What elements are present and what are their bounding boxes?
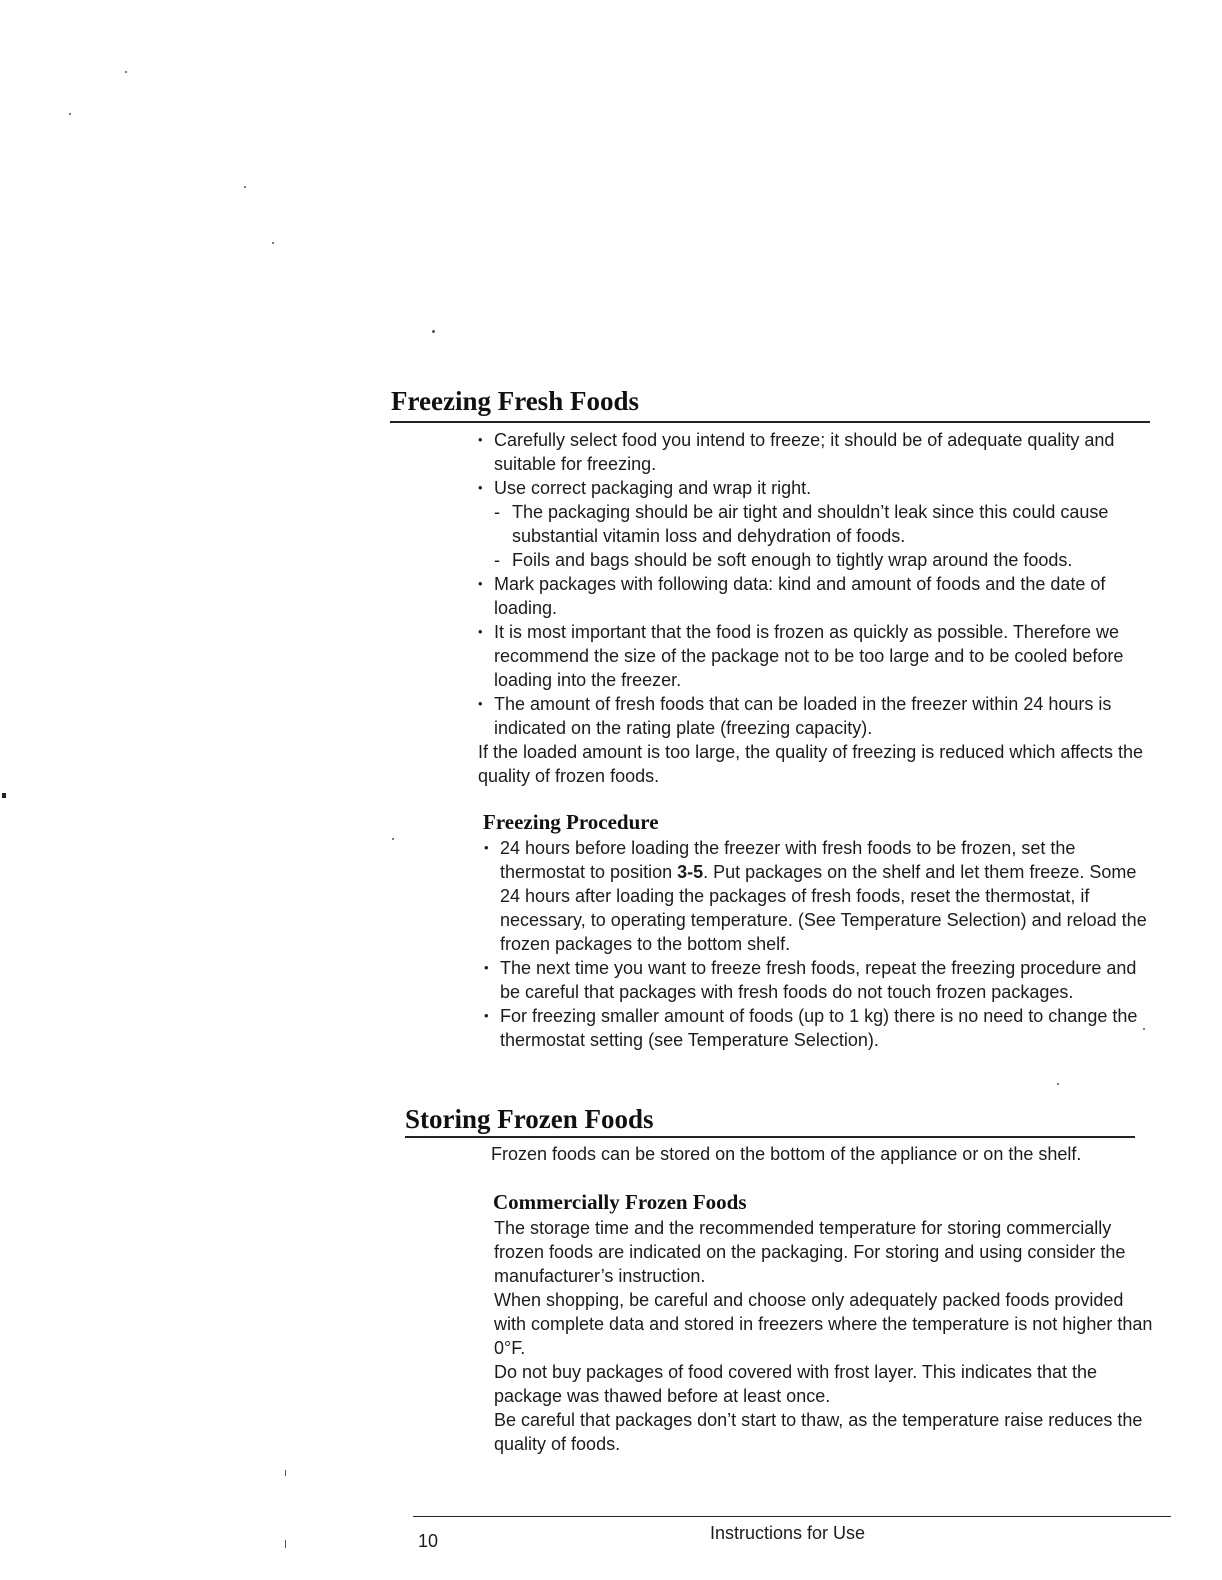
text: 24 hours before loading the freezer with fresh foods to be frozen, set the thermostat to position	[500, 838, 1076, 882]
text: . Put packages on the shelf and let them freeze. Some 24 hours after loading the packages of fresh foods, reset the thermostat, if necessary, to operating temperature. (See Temperature Selection) and reload the frozen packages to the bottom shelf.	[500, 862, 1147, 954]
commercially-frozen-text	[494, 1216, 1160, 1456]
scan-speck	[2, 793, 6, 798]
scan-speck	[125, 71, 127, 73]
section-divider	[390, 421, 1150, 423]
scan-speck	[1057, 1083, 1059, 1085]
section-title-freezing-fresh-foods: Freezing Fresh Foods	[391, 386, 639, 416]
scan-speck	[392, 838, 394, 840]
paragraph: Do not buy packages of food covered with frost layer. This indicates that the package was thawed before at least once.	[494, 1362, 1098, 1406]
scan-speck	[69, 113, 71, 115]
bullet-item: • Carefully select food you intend to freeze; it should be of adequate quality and suitable for freezing.	[478, 428, 1158, 476]
paragraph: If the loaded amount is too large, the quality of freezing is reduced which affects the quality of frozen foods.	[478, 742, 1144, 786]
bullet-item: • Mark packages with following data: kind and amount of foods and the date of loading.	[478, 572, 1158, 620]
footer-title: Instructions for Use	[710, 1523, 866, 1543]
freezing-fresh-foods-list	[478, 428, 1158, 788]
section-divider	[405, 1136, 1135, 1138]
scan-speck	[244, 186, 246, 188]
sub-item: - Foils and bags should be soft enough to tightly wrap around the foods.	[478, 548, 1158, 572]
sub-item: - The packaging should be air tight and shouldn’t leak since this could cause substantial vitamin loss and dehydration of foods.	[478, 500, 1158, 548]
paragraph: When shopping, be careful and choose only adequately packed foods provided with complete data and stored in freezers where the temperature is not higher than 0°F.	[494, 1290, 1153, 1358]
paragraph: The storage time and the recommended temperature for storing commercially frozen foods are indicated on the packaging. For storing and using consider the manufacturer’s instruction.	[494, 1218, 1126, 1286]
bullet-item: • It is most important that the food is frozen as quickly as possible. Therefore we recommend the size of the package not to be too large and to be cooled before loading into the freezer.	[478, 620, 1158, 692]
footer-divider	[413, 1516, 1171, 1517]
scan-speck	[432, 330, 435, 333]
bullet-item: • Use correct packaging and wrap it right.	[478, 476, 1158, 500]
bullet-item	[484, 836, 1160, 956]
bullet-item: • The amount of fresh foods that can be loaded in the freezer within 24 hours is indicated on the rating plate (freezing capacity).	[478, 692, 1158, 740]
section-title-storing-frozen-foods: Storing Frozen Foods	[405, 1104, 654, 1134]
freezing-procedure-list	[484, 836, 1160, 1052]
thermostat-position: 3-5	[677, 862, 704, 882]
subsection-title-freezing-procedure: Freezing Procedure	[483, 810, 659, 834]
scan-speck	[285, 1470, 286, 1476]
bullet-item: • For freezing smaller amount of foods (up to 1 kg) there is no need to change the thermostat setting (see Temperature Selection).	[484, 1004, 1160, 1052]
paragraph: Frozen foods can be stored on the bottom of the appliance or on the shelf.	[491, 1144, 1082, 1164]
storing-frozen-intro	[491, 1142, 1151, 1166]
bullet-item: • The next time you want to freeze fresh foods, repeat the freezing procedure and be careful that packages with fresh foods do not touch frozen packages.	[484, 956, 1160, 1004]
page-number: 10	[418, 1531, 439, 1551]
scan-speck	[272, 242, 274, 244]
subsection-title-commercially-frozen-foods: Commercially Frozen Foods	[493, 1190, 747, 1214]
paragraph: Be careful that packages don’t start to thaw, as the temperature raise reduces the quality of foods.	[494, 1410, 1143, 1454]
scan-speck	[285, 1540, 286, 1548]
